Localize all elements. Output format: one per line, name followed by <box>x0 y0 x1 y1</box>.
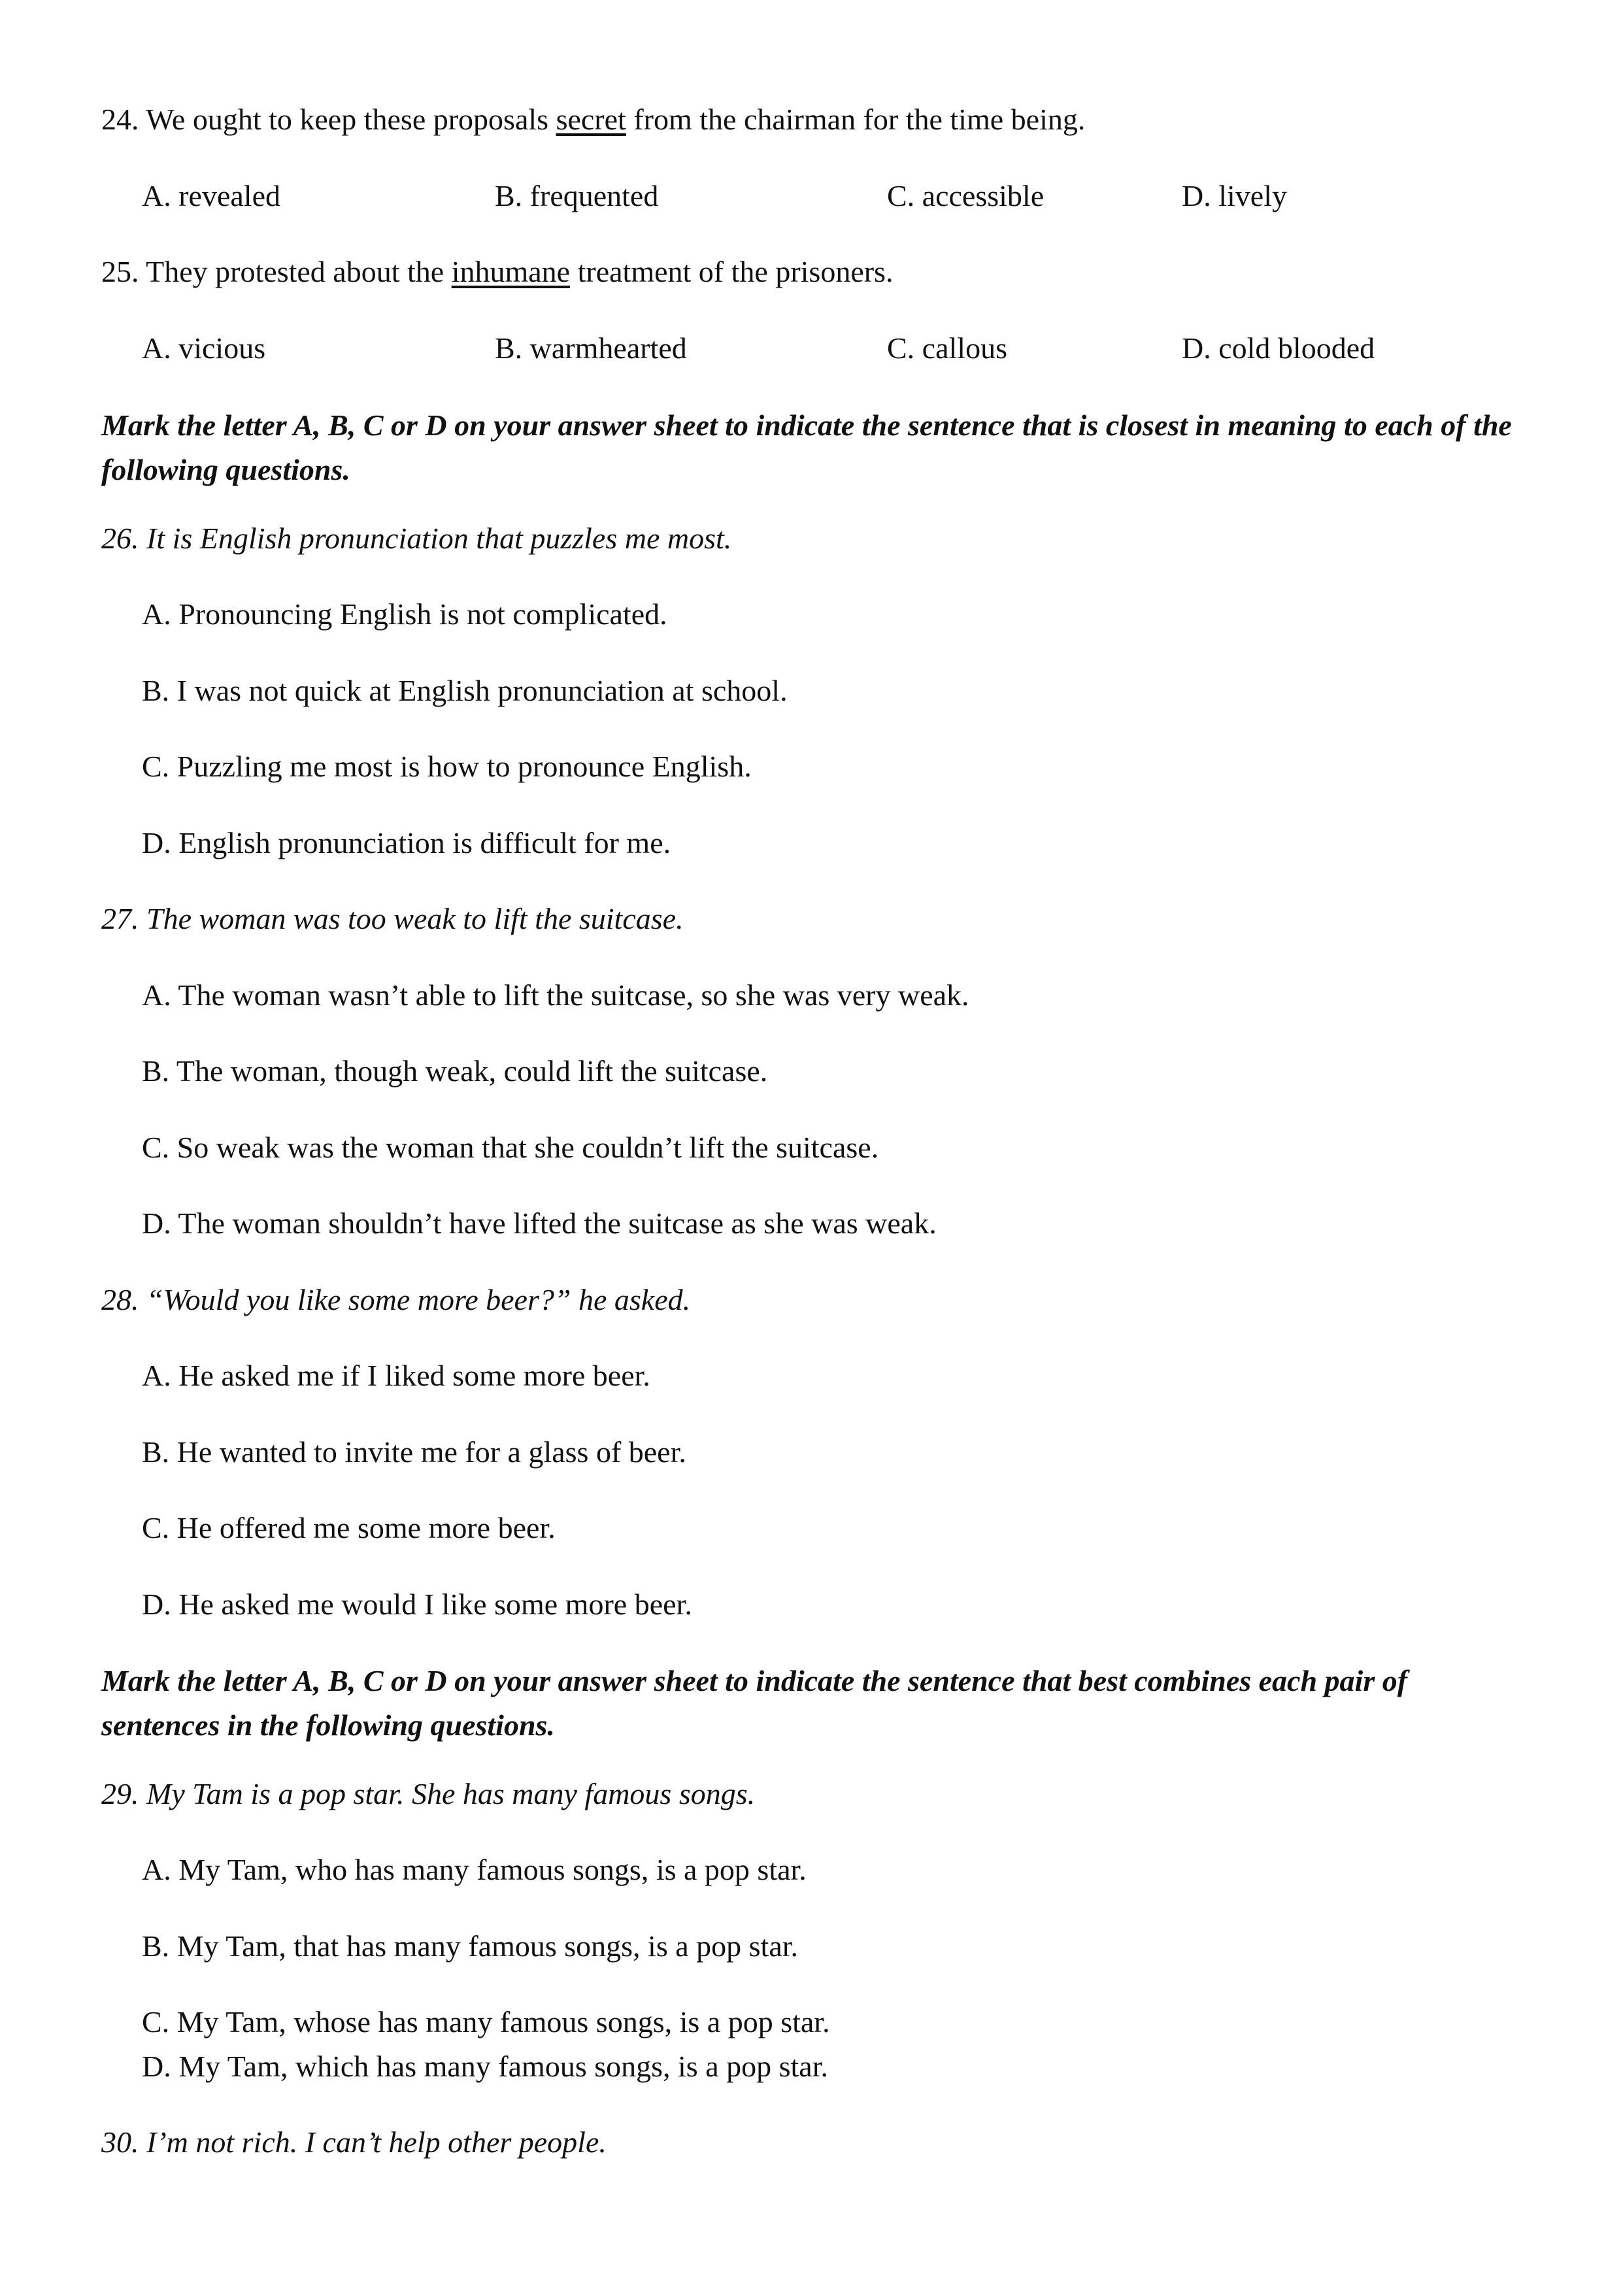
question-29-option-b: B. My Tam, that has many famous songs, is a pop star. <box>142 1929 799 1963</box>
question-29-stem: 29. My Tam is a pop star. She has many famous songs. <box>101 1777 756 1810</box>
question-29-option-d: D. My Tam, which has many famous songs, is a pop star. <box>142 2050 829 2083</box>
question-27-option-b: B. The woman, though weak, could lift the suitcase. <box>142 1054 768 1088</box>
question-30-stem: 30. I’m not rich. I can’t help other people. <box>101 2125 607 2159</box>
question-28-stem: 28. “Would you like some more beer?” he asked. <box>101 1283 691 1316</box>
question-26-option-d: D. English pronunciation is difficult for me. <box>142 826 671 859</box>
question-25-underlined-word: inhumane <box>451 255 571 288</box>
question-29-option-c: C. My Tam, whose has many famous songs, is a pop star. <box>142 2005 830 2038</box>
question-24-stem <box>101 101 1085 138</box>
question-27-stem: 27. The woman was too weak to lift the suitcase. <box>101 902 684 935</box>
question-28-option-b: B. He wanted to invite me for a glass of beer. <box>142 1435 686 1469</box>
question-28-option-d: D. He asked me would I like some more beer. <box>142 1588 692 1621</box>
question-25-text-before: 25. They protested about the <box>101 255 452 288</box>
question-26-option-c: C. Puzzling me most is how to pronounce English. <box>142 750 752 783</box>
question-24-option-d: D. lively <box>1182 179 1287 212</box>
question-25-option-c: C. callous <box>887 331 1007 365</box>
instruction-best-combines: Mark the letter A, B, C or D on your answer sheet to indicate the sentence that best combines each pair of sentences in the following questions. <box>101 1664 1408 1742</box>
question-27-option-d: D. The woman shouldn’t have lifted the suitcase as she was weak. <box>142 1206 937 1240</box>
question-24-underlined-word: secret <box>556 103 626 136</box>
question-25-option-d: D. cold blooded <box>1182 331 1375 365</box>
question-25-option-b: B. warmhearted <box>495 331 687 365</box>
question-28-option-a: A. He asked me if I liked some more beer. <box>142 1359 650 1392</box>
instruction-closest-meaning: Mark the letter A, B, C or D on your answer sheet to indicate the sentence that is closest in meaning to each of the following questions. <box>101 408 1512 486</box>
question-25-option-a: A. vicious <box>142 331 266 365</box>
question-24-option-c: C. accessible <box>887 179 1045 212</box>
question-27-option-c: C. So weak was the woman that she couldn’t lift the suitcase. <box>142 1131 879 1164</box>
question-25-text-after: treatment of the prisoners. <box>570 255 894 288</box>
question-29-option-a: A. My Tam, who has many famous songs, is a pop star. <box>142 1853 807 1886</box>
question-26-stem: 26. It is English pronunciation that puzzles me most. <box>101 522 732 555</box>
question-24-option-a: A. revealed <box>142 179 280 212</box>
question-24-text-after: from the chairman for the time being. <box>626 103 1086 136</box>
question-24-text-before: 24. We ought to keep these proposals <box>101 103 556 136</box>
question-25-stem <box>101 254 893 290</box>
question-26-option-a: A. Pronouncing English is not complicated. <box>142 597 667 631</box>
question-27-option-a: A. The woman wasn’t able to lift the suitcase, so she was very weak. <box>142 978 969 1012</box>
question-24-option-b: B. frequented <box>495 179 659 212</box>
question-26-option-b: B. I was not quick at English pronunciation at school. <box>142 674 788 707</box>
question-28-option-c: C. He offered me some more beer. <box>142 1511 556 1544</box>
